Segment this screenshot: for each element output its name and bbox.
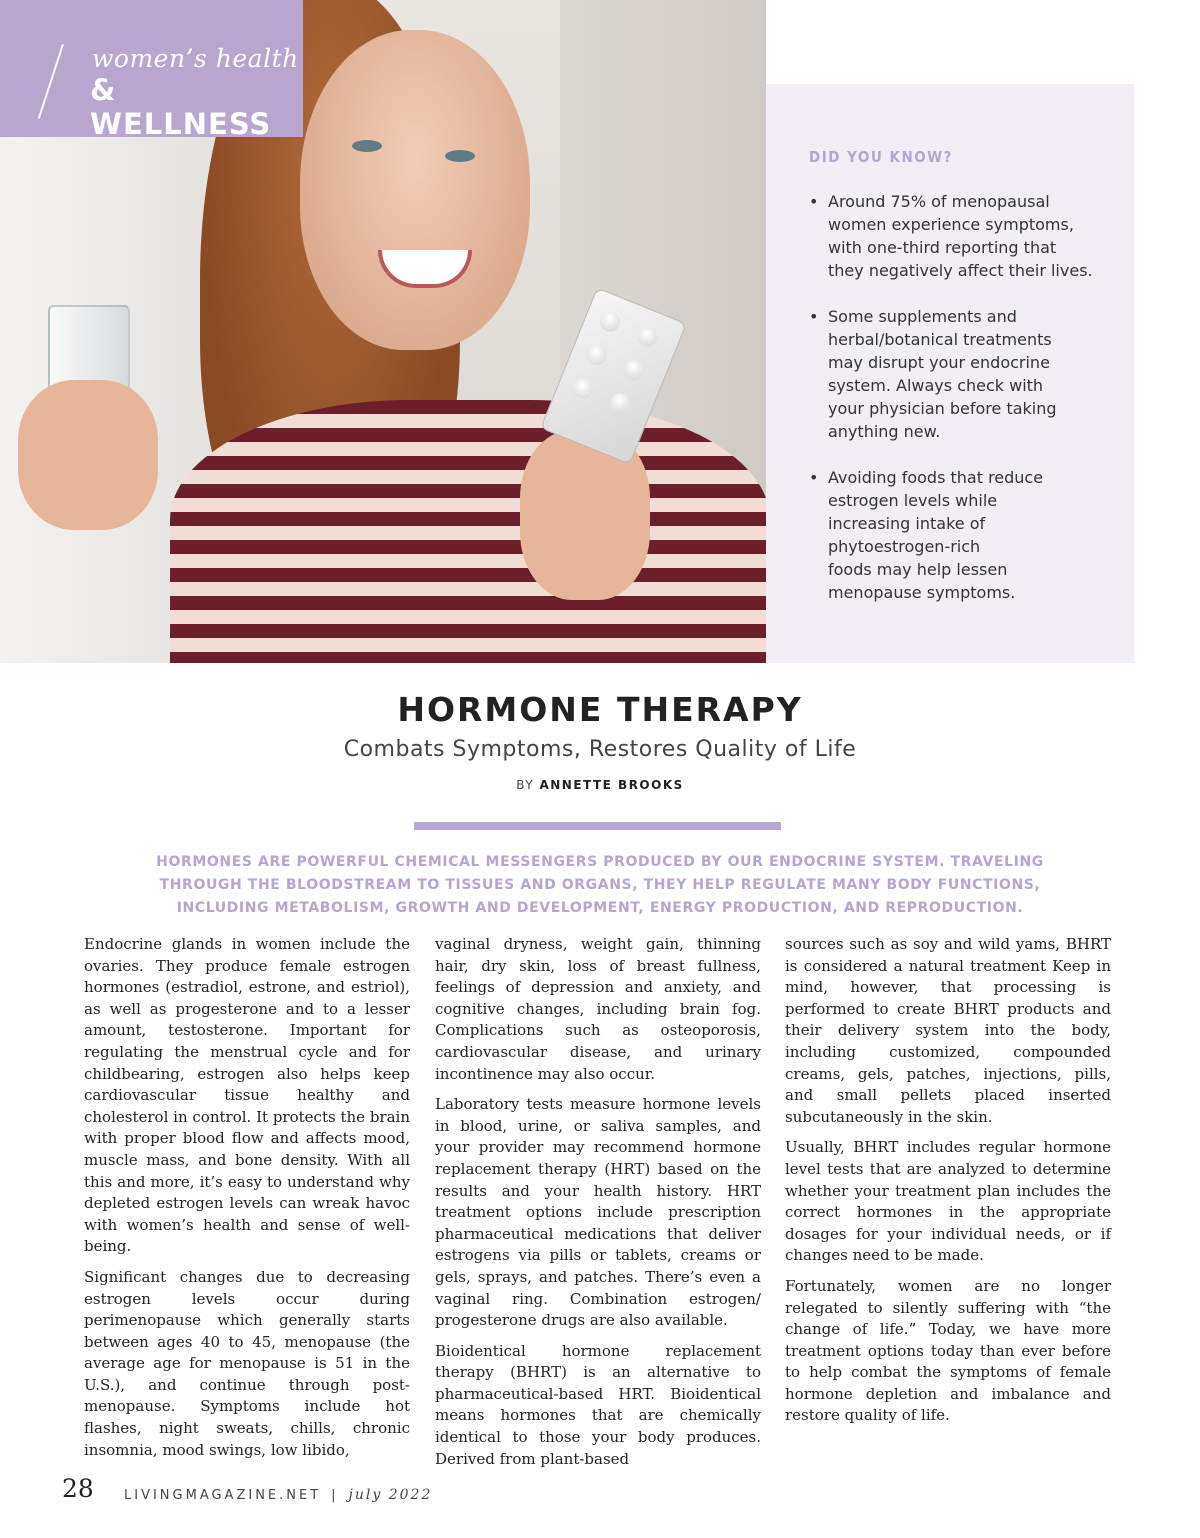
photo-eye-left [352,140,382,152]
photo-hand-left [18,380,158,530]
article-intro: HORMONES ARE POWERFUL CHEMICAL MESSENGERS PRODUCED BY OUR ENDOCRINE SYSTEM. TRAVELING THROUGH THE BLOODSTREAM TO TISSUES AND ORGANS, THEY HELP REGULATE MANY BODY FUNCTIONS, INCLUDING METABOLISM, GROWTH AND DEVELOPMENT, ENERGY PRODUCTION, AND REPRODUCTION. [156,854,1044,916]
paragraph: Fortunately, women are no longer relegated to silently suffering with “the change of life.” Today, we have more treatment options today than ever before to help combat the symptoms of female hormone depletion and imbalance and restore quality of life. [785,1276,1111,1425]
article-title: HORMONE THERAPY [397,690,803,729]
pill [634,324,660,350]
article-column-2 [435,934,761,1479]
pill [607,390,633,416]
byline-label: BY [516,778,535,792]
did-you-know-item: • Some supplements and herbal/botanical treatments may disrupt your endocrine system. Always check with your physician before taking anything new. [809,305,1119,443]
tag-slash-divider [38,44,64,119]
section-tag-line2: & WELLNESS [90,73,272,141]
article-column-1 [84,934,410,1470]
page-number: 28 [62,1474,94,1503]
paragraph: Bioidentical hormone replacement therapy (BHRT) is an alternative to pharmaceutical-based HRT. Bioidentical means hormones that are chemically identical to those your body produces. Derived from plant-based [435,1341,761,1468]
section-tag [0,0,303,141]
did-you-know-item: • Avoiding foods that reduce estrogen levels while increasing intake of phytoestrogen-rich foods may help lessen menopause symptoms. [809,466,1119,604]
byline [0,778,1200,792]
did-you-know-heading: DID YOU KNOW? [809,148,953,166]
paragraph: sources such as soy and wild yams, BHRT is considered a natural treatment Keep in mind, however, that processing is performed to create BHRT products and their delivery system into the body, including customized, compounded creams, gels, patches, injections, pills, and small pellets placed inserted subcutaneously in the skin. [785,935,1111,1126]
did-you-know-list [809,190,1119,627]
pill [584,342,610,368]
pill [621,357,647,383]
footer [124,1487,432,1503]
photo-striped-shirt [170,400,766,663]
footer-separator: | [331,1488,339,1503]
photo-eye-right [445,150,475,162]
section-tag-line1: women’s health [92,44,299,73]
pill [570,376,596,402]
did-you-know-box [766,84,1134,663]
footer-site: LIVINGMAGAZINE.NET [124,1488,322,1503]
paragraph: Endocrine glands in women include the ovaries. They produce female estrogen hormones (estradiol, estrone, and estriol), as well as progesterone and to a lesser amount, testosterone. Important for regulating the menstrual cycle and for childbearing, estrogen also helps keep cardiovascular tissue healthy and cholesterol in control. It protects the brain with proper blood flow and affects mood, muscle mass, and bone density. With all this and more, it’s easy to understand why depleted estrogen levels can wreak havoc with women’s health and sense of well-being. [84,935,410,1256]
accent-rule [414,822,781,830]
article-column-3 [785,934,1111,1436]
photo-woman-face [300,30,530,350]
paragraph: Significant changes due to decreasing estrogen levels occur during perimenopause which generally starts between ages 40 to 45, menopause (the average age for menopause is 51 in the U.S.), and continue through post-menopause. Symptoms include hot flashes, night sweats, chills, chronic insomnia, mood swings, low libido, [84,1267,410,1459]
paragraph: Laboratory tests measure hormone levels in blood, urine, or saliva samples, and your provider may recommend hormone replacement therapy (HRT) based on the results and your health history. HRT treatment options include prescription pharmaceutical medications that deliver estrogens via pills or tablets, creams or gels, sprays, and patches. There’s even a vaginal ring. Combination estrogen/ progesterone drugs are also available. [435,1095,761,1330]
author-name: ANNETTE BROOKS [539,778,684,792]
footer-date: july 2022 [348,1487,433,1503]
article-subtitle: Combats Symptoms, Restores Quality of Life [343,737,857,762]
pill [597,309,623,335]
did-you-know-item: • Around 75% of menopausal women experience symptoms, with one-third reporting that they negatively affect their lives. [809,190,1119,282]
paragraph: vaginal dryness, weight gain, thinning hair, dry skin, loss of breast fullness, feelings of depression and anxiety, and cognitive changes, including brain fog. Complications such as osteoporosis, cardiovascular disease, and urinary incontinence may also occur. [435,935,761,1083]
paragraph: Usually, BHRT includes regular hormone level tests that are analyzed to determine whether your treatment plan includes the correct hormones in the appropriate dosages for your individual needs, or if changes need to be made. [785,1138,1111,1265]
